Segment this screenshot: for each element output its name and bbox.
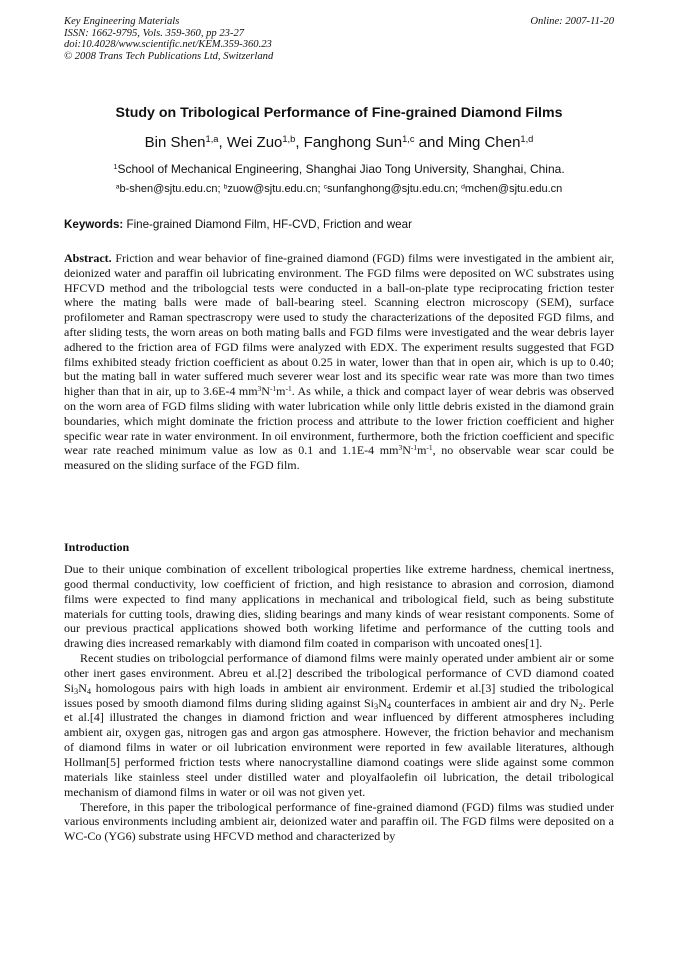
email-address: sunfanghong@sjtu.edu.cn; (327, 183, 462, 195)
author-name: Ming Chen (447, 134, 521, 151)
affiliation (64, 162, 614, 176)
paragraph-text: counterfaces in ambient air and dry N (391, 695, 579, 710)
unit-exponent: 3 (257, 384, 262, 394)
author-list (64, 134, 614, 151)
email-address: mchen@sjtu.edu.cn (464, 183, 563, 195)
email-address: zuow@sjtu.edu.cn; (227, 183, 324, 195)
email-mark: a (115, 183, 120, 191)
issn-line: ISSN: 1662-9795, Vols. 359-360, pp 23-27 (64, 27, 245, 39)
author-separator: and (414, 134, 448, 151)
paragraph-text: homologous pairs with high loads in ambient air environment. Erdemir et al.[3] studied the tribological issues posed by smooth diamond films during sliding against Si (64, 680, 614, 710)
section-heading-introduction: Introduction (64, 540, 130, 554)
subscript: 2 (578, 701, 583, 711)
keywords (64, 218, 614, 231)
author-name: Wei Zuo (226, 134, 283, 151)
paper-title: Study on Tribological Performance of Fine-grained Diamond Films (115, 105, 563, 121)
subscript: 3 (74, 686, 79, 696)
unit-exponent: -1 (285, 384, 292, 394)
email-mark: d (461, 183, 465, 191)
abstract-label: Abstract. (64, 251, 112, 265)
introduction-body (64, 562, 614, 844)
unit-exponent: -1 (410, 443, 418, 453)
unit-symbol: N (402, 443, 411, 458)
unit-symbol: m (276, 384, 286, 399)
author-name: Bin Shen (144, 134, 206, 151)
unit-symbol: N (261, 384, 270, 399)
author-affil-mark: 1,b (282, 133, 296, 144)
unit-exponent: -1 (426, 443, 433, 453)
unit-exponent: -1 (269, 384, 277, 394)
unit-symbol: m (417, 443, 427, 458)
keywords-text: Fine-grained Diamond Film, HF-CVD, Friction and wear (123, 218, 412, 231)
paragraph: Due to their unique combination of excellent tribological properties like extreme hardness, chemical inertness, good thermal conductivity, low coefficient of friction, and high resistance to abrasion and corrosion, diamond films were expected to find many applications in mechanical and tribological field, such as being substitute materials for cutting tools, drawing dies, sliding bearings and many kinds of wear resistant components. Some of our previous practical applications showed both working lifetime and performance of the cutting tools and drawing dies increased remarkably with diamond film coated in comparison with uncoated ones[1]. (64, 562, 614, 651)
online-date: Online: 2007-11-20 (530, 16, 614, 27)
email-list (64, 183, 614, 195)
abstract (64, 251, 614, 473)
abstract-text: . As while, a thick and compact layer of wear debris was observed on the worn area of FGD films sliding with water lubrication while only little debris existed in the diamond grain boundaries, which might dominate the friction process and attribute to the lower friction coefficient and higher specific wear rate in water environment. In oil environment, furthermore, both the friction coefficient and specific wear rate reached minimum value as low as 0.1 and 1.1E-4 mm (64, 384, 614, 458)
paragraph (64, 651, 614, 799)
journal-name: Key Engineering Materials (64, 16, 180, 27)
email-mark: b (223, 183, 228, 191)
affiliation-mark: 1 (113, 161, 118, 171)
author-affil-mark: 1,d (520, 133, 534, 144)
keywords-label: Keywords: (64, 218, 124, 231)
subscript: 3 (374, 701, 379, 711)
email-mark: c (323, 183, 327, 191)
email-address: b-shen@sjtu.edu.cn; (119, 183, 224, 195)
author-name: Fanghong Sun (303, 134, 403, 151)
paragraph: Therefore, in this paper the tribological performance of fine-grained diamond (FGD) films was studied under various environments including ambient air, deionized water and paraffin oil. The FGD films were deposited on a WC-Co (YG6) substrate using HFCVD method and characterized by (64, 799, 614, 844)
abstract-text: Friction and wear behavior of fine-grained diamond (FGD) films were investigated in the ambient air, deionized water and paraffin oil lubricating environment. The FGD films were deposited on WC substrates using HFCVD method and the tribologcial tests were conducted in a ball-on-plate type reciprocating friction tester where the mating balls were made of ball-bearing steel. Scanning electron microscopy (SEM), surface profilometer and Raman spectrascropy were used to study the characterizations of the deposited FGD films, and after sliding tests, the worn areas on both mating balls and FGD films were investigated and the wear debris layer adhered to the friction area of FGD films were analyzed with EDX. The experiment results suggested that FGD films exhibited steady friction coefficient as about 0.25 in water, lower than that in open air, which is up to 0.40; but the mating ball in water suffered much severer wear lost and its specific wear rate was more than two times higher than that in air, up to 3.6E-4 mm (64, 251, 614, 399)
copyright-line: © 2008 Trans Tech Publications Ltd, Switzerland (64, 50, 274, 62)
unit-exponent: 3 (398, 443, 403, 453)
author-affil-mark: 1,a (205, 133, 219, 144)
author-affil-mark: 1,c (402, 133, 415, 144)
doi-line: doi:10.4028/www.scientific.net/KEM.359-360.23 (64, 39, 272, 50)
chem-symbol: N (78, 680, 87, 695)
journal-header (64, 16, 273, 62)
affiliation-text: School of Mechanical Engineering, Shanghai Jiao Tong University, Shanghai, China. (117, 162, 565, 176)
author-separator: , (295, 134, 304, 151)
author-separator: , (218, 134, 227, 151)
subscript: 4 (386, 701, 392, 711)
chem-symbol: N (378, 695, 387, 710)
paragraph-text: . Perle et al.[4] illustrated the changes in diamond friction and wear influenced by different atmospheres including ambient air, oxygen gas, nitrogen gas and argon gas atmosphere. However, the friction behavior and mechanism of diamond films in water or oil lubrication environment were reported in few available literatures, although Hollman[5] performed friction tests where nanocrystalline diamond coatings were slide against some common materials like stainless steel under distilled water and ployalfaolefin oil lubrication, the detail tribological mechanism of diamond films in water or oil was not given yet. (64, 695, 614, 799)
paragraph-text: Recent studies on tribologcial performance of diamond films were mainly operated under ambient air or some other inert gases environment. Abreu et al.[2] described the tribological performance of CVD diamond coated Si (64, 651, 614, 695)
subscript: 4 (86, 686, 92, 696)
abstract-text: , no observable wear scar could be measured on the sliding surface of the FGD film. (64, 443, 614, 473)
